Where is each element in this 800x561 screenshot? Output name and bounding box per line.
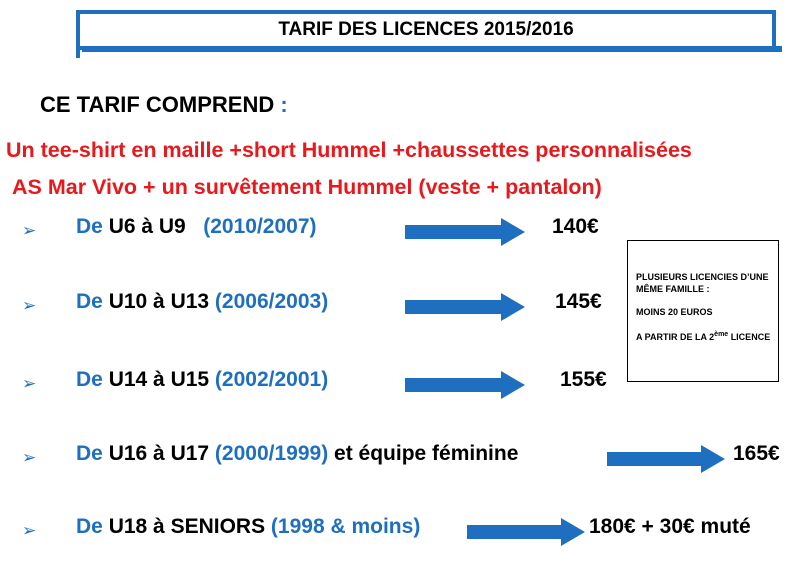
arrow-right-icon — [405, 218, 525, 246]
arrow-right-icon — [405, 371, 525, 399]
de-text: De — [76, 215, 103, 238]
category-text: U14 à U15 — [102, 368, 210, 391]
bullet-icon: ➢ — [22, 521, 37, 540]
price-text: 165€ — [733, 442, 780, 465]
category-text: U6 à U9 — [102, 215, 186, 238]
tariff-label — [76, 515, 420, 539]
arrow-right-icon — [405, 293, 525, 321]
tariff-row-u16-u17 — [0, 440, 800, 476]
note-line-3-suffix: LICENCE — [728, 332, 771, 342]
tariff-label — [76, 442, 518, 466]
intro-label: CE TARIF COMPREND — [40, 92, 275, 117]
note-line-3-prefix: A PARTIR DE LA 2 — [636, 332, 715, 342]
note-line-3 — [636, 329, 772, 343]
intro-colon: : — [274, 92, 288, 117]
de-text: De — [76, 368, 103, 391]
tariff-label — [76, 368, 328, 392]
price-text: 140€ — [552, 215, 599, 238]
arrow-right-icon — [467, 518, 585, 546]
tariff-label — [76, 290, 328, 314]
note-line-3-sup: ème — [714, 331, 729, 338]
de-text: De — [76, 442, 103, 465]
years-text: (2010/2007) — [185, 215, 317, 238]
bullet-icon: ➢ — [22, 221, 37, 240]
note-line-1: PLUSIEURS LICENCIES D’UNE MÊME FAMILLE : — [636, 272, 769, 294]
page-title: TARIF DES LICENCES 2015/2016 — [278, 19, 574, 40]
price-text: 180€ + 30€ muté — [589, 515, 751, 538]
category-text: U10 à U13 — [102, 290, 210, 313]
family-discount-note — [627, 240, 779, 382]
years-text: (2002/2001) — [209, 368, 329, 391]
bullet-icon: ➢ — [22, 374, 37, 393]
title-box — [76, 10, 776, 50]
years-text: (1998 & moins) — [265, 515, 421, 538]
description-line-1: Un tee-shirt en maille +short Hummel +chaussettes personnalisées — [6, 138, 692, 162]
tariff-label — [76, 215, 317, 239]
bullet-icon: ➢ — [22, 296, 37, 315]
category-text: U18 à SENIORS — [102, 515, 266, 538]
price-text: 155€ — [560, 368, 607, 391]
extra-text: et équipe féminine — [328, 442, 519, 465]
price-text: 145€ — [555, 290, 602, 313]
years-text: (2000/1999) — [209, 442, 329, 465]
tariff-row-u18-seniors — [0, 513, 800, 549]
de-text: De — [76, 515, 103, 538]
category-text: U16 à U17 — [102, 442, 210, 465]
title-box-shadow — [82, 46, 782, 52]
years-text: (2006/2003) — [209, 290, 329, 313]
de-text: De — [76, 290, 103, 313]
note-line-2: MOINS 20 EUROS — [636, 307, 713, 317]
arrow-right-icon — [607, 445, 725, 473]
bullet-icon: ➢ — [22, 448, 37, 467]
intro-heading — [40, 92, 288, 118]
description-line-2: AS Mar Vivo + un survêtement Hummel (veste + pantalon) — [12, 175, 602, 199]
